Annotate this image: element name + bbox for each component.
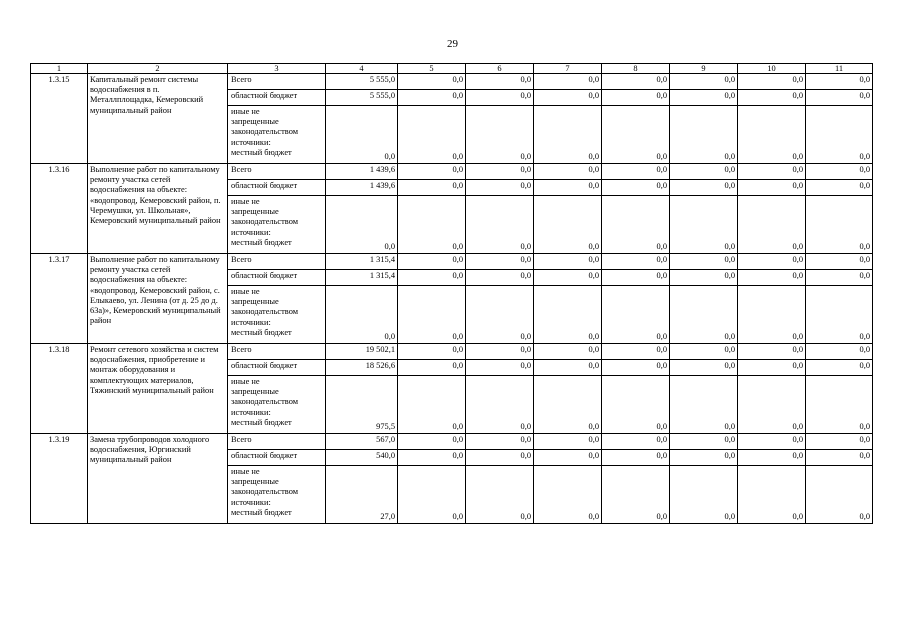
amount-cell: 0,0: [670, 164, 738, 180]
funding-source-label: [228, 466, 326, 524]
amount-cell: 0,0: [806, 106, 873, 164]
amount-cell: 0,0: [738, 180, 806, 196]
amount-cell: 0,0: [466, 164, 534, 180]
amount-cell: 0,0: [398, 376, 466, 434]
amount-cell: 0,0: [602, 344, 670, 360]
funding-source-line: местный бюджет: [231, 237, 292, 247]
funding-source-line: запрещенные: [231, 477, 279, 487]
funding-source-line: иные не: [231, 287, 260, 296]
table-row: [31, 164, 873, 180]
amount-cell: 0,0: [738, 74, 806, 90]
funding-source-line: запрещенные: [231, 117, 279, 127]
item-code: 1.3.16: [31, 164, 88, 254]
amount-cell: 0,0: [466, 466, 534, 524]
amount-cell: 0,0: [534, 106, 602, 164]
item-code: 1.3.17: [31, 254, 88, 344]
amount-cell: 0,0: [534, 360, 602, 376]
budget-table: [30, 63, 873, 524]
amount-cell: 0,0: [466, 74, 534, 90]
funding-source-label: Всего: [228, 164, 326, 180]
amount-cell: 0,0: [738, 360, 806, 376]
amount-cell: 0,0: [602, 196, 670, 254]
amount-cell: 0,0: [806, 254, 873, 270]
amount-cell: 0,0: [398, 90, 466, 106]
column-number-row: [31, 64, 873, 74]
column-header: 10: [738, 64, 806, 74]
column-header: 1: [31, 64, 88, 74]
amount-cell: 0,0: [738, 286, 806, 344]
funding-source-label: [228, 286, 326, 344]
amount-cell: 0,0: [602, 286, 670, 344]
amount-cell: 0,0: [602, 376, 670, 434]
funding-source-line: запрещенные: [231, 387, 279, 397]
amount-cell: 1 439,6: [326, 164, 398, 180]
amount-cell: 0,0: [466, 196, 534, 254]
amount-cell: 0,0: [806, 286, 873, 344]
funding-source-line: законодательством: [231, 397, 299, 407]
amount-cell: 0,0: [670, 74, 738, 90]
amount-cell: 0,0: [738, 254, 806, 270]
funding-source-label: Всего: [228, 254, 326, 270]
funding-source-line: запрещенные: [231, 297, 279, 307]
item-name: Ремонт сетевого хозяйства и систем водоснабжения, приобретение и монтаж оборудования и комплектующих материалов, Тяжинский муниципальный район: [88, 344, 228, 434]
column-header: 4: [326, 64, 398, 74]
amount-cell: 0,0: [398, 270, 466, 286]
funding-source-line: местный бюджет: [231, 147, 292, 157]
amount-cell: 0,0: [670, 106, 738, 164]
amount-cell: 0,0: [602, 450, 670, 466]
funding-source-label: областной бюджет: [228, 450, 326, 466]
item-name: Капитальный ремонт системы водоснабжения в п. Металлплощадка, Кемеровский муниципальный район: [88, 74, 228, 164]
item-name: Выполнение работ по капитальному ремонту участка сетей водоснабжения на объекте: «водопровод, Кемеровский район, с. Елыкаево, ул. Ленина (от д. 25 до д. 63а)», Кемеровский муниципальный район: [88, 254, 228, 344]
funding-source-line: иные не: [231, 107, 260, 116]
amount-cell: 0,0: [398, 466, 466, 524]
table-row: [31, 344, 873, 360]
amount-cell: 0,0: [738, 270, 806, 286]
amount-cell: 0,0: [534, 434, 602, 450]
amount-cell: 0,0: [602, 180, 670, 196]
amount-cell: 0,0: [738, 90, 806, 106]
amount-cell: 0,0: [326, 286, 398, 344]
amount-cell: 0,0: [670, 376, 738, 434]
funding-source-label: областной бюджет: [228, 270, 326, 286]
amount-cell: 1 315,4: [326, 270, 398, 286]
amount-cell: 0,0: [534, 270, 602, 286]
amount-cell: 0,0: [670, 450, 738, 466]
amount-cell: 1 315,4: [326, 254, 398, 270]
funding-source-line: иные не: [231, 467, 260, 476]
amount-cell: 0,0: [806, 376, 873, 434]
amount-cell: 0,0: [602, 270, 670, 286]
amount-cell: 0,0: [398, 434, 466, 450]
table-row: [31, 74, 873, 90]
column-header: 8: [602, 64, 670, 74]
amount-cell: 0,0: [398, 74, 466, 90]
funding-source-label: Всего: [228, 344, 326, 360]
amount-cell: 0,0: [398, 360, 466, 376]
funding-source-line: местный бюджет: [231, 327, 292, 337]
amount-cell: 0,0: [398, 106, 466, 164]
amount-cell: 0,0: [466, 450, 534, 466]
amount-cell: 0,0: [806, 164, 873, 180]
column-header: 3: [228, 64, 326, 74]
amount-cell: 0,0: [398, 450, 466, 466]
amount-cell: 0,0: [738, 164, 806, 180]
amount-cell: 0,0: [670, 466, 738, 524]
amount-cell: 0,0: [806, 180, 873, 196]
table-row: [31, 254, 873, 270]
amount-cell: 0,0: [602, 466, 670, 524]
amount-cell: 0,0: [534, 254, 602, 270]
amount-cell: 0,0: [466, 376, 534, 434]
amount-cell: 0,0: [466, 106, 534, 164]
funding-source-label: областной бюджет: [228, 180, 326, 196]
amount-cell: 0,0: [806, 196, 873, 254]
table-row: [31, 434, 873, 450]
amount-cell: 5 555,0: [326, 90, 398, 106]
amount-cell: 0,0: [738, 466, 806, 524]
funding-source-line: законодательством: [231, 487, 299, 497]
amount-cell: 0,0: [534, 450, 602, 466]
amount-cell: 0,0: [398, 344, 466, 360]
amount-cell: 0,0: [398, 286, 466, 344]
amount-cell: 0,0: [602, 254, 670, 270]
amount-cell: 0,0: [398, 254, 466, 270]
amount-cell: 0,0: [602, 360, 670, 376]
amount-cell: 0,0: [534, 74, 602, 90]
amount-cell: 27,0: [326, 466, 398, 524]
amount-cell: 0,0: [326, 106, 398, 164]
amount-cell: 0,0: [670, 360, 738, 376]
amount-cell: 0,0: [466, 434, 534, 450]
amount-cell: 0,0: [534, 196, 602, 254]
amount-cell: 0,0: [398, 164, 466, 180]
amount-cell: 0,0: [670, 434, 738, 450]
funding-source-label: [228, 376, 326, 434]
item-code: 1.3.15: [31, 74, 88, 164]
amount-cell: 0,0: [670, 344, 738, 360]
amount-cell: 0,0: [602, 164, 670, 180]
funding-source-line: источники:: [231, 497, 271, 507]
amount-cell: 0,0: [670, 196, 738, 254]
column-header: 2: [88, 64, 228, 74]
amount-cell: 0,0: [398, 180, 466, 196]
amount-cell: 0,0: [534, 466, 602, 524]
amount-cell: 0,0: [806, 434, 873, 450]
amount-cell: 0,0: [534, 344, 602, 360]
funding-source-label: областной бюджет: [228, 360, 326, 376]
amount-cell: 0,0: [738, 344, 806, 360]
funding-source-line: законодательством: [231, 127, 299, 137]
item-code: 1.3.19: [31, 434, 88, 524]
funding-source-label: [228, 106, 326, 164]
amount-cell: 0,0: [670, 90, 738, 106]
amount-cell: 0,0: [806, 270, 873, 286]
amount-cell: 0,0: [466, 286, 534, 344]
funding-source-label: [228, 196, 326, 254]
amount-cell: 567,0: [326, 434, 398, 450]
amount-cell: 0,0: [466, 344, 534, 360]
funding-source-line: источники:: [231, 317, 271, 327]
funding-source-label: областной бюджет: [228, 90, 326, 106]
amount-cell: 0,0: [806, 90, 873, 106]
amount-cell: 0,0: [602, 90, 670, 106]
amount-cell: 0,0: [534, 376, 602, 434]
amount-cell: 18 526,6: [326, 360, 398, 376]
amount-cell: 975,5: [326, 376, 398, 434]
amount-cell: 0,0: [738, 434, 806, 450]
funding-source-label: Всего: [228, 434, 326, 450]
amount-cell: 0,0: [534, 286, 602, 344]
amount-cell: 0,0: [670, 254, 738, 270]
amount-cell: 0,0: [806, 360, 873, 376]
amount-cell: 0,0: [738, 106, 806, 164]
amount-cell: 0,0: [602, 434, 670, 450]
column-header: 11: [806, 64, 873, 74]
funding-source-line: источники:: [231, 137, 271, 147]
amount-cell: 1 439,6: [326, 180, 398, 196]
amount-cell: 0,0: [602, 74, 670, 90]
amount-cell: 5 555,0: [326, 74, 398, 90]
funding-source-label: Всего: [228, 74, 326, 90]
amount-cell: 0,0: [806, 74, 873, 90]
funding-source-line: иные не: [231, 197, 260, 206]
amount-cell: 0,0: [738, 196, 806, 254]
funding-source-line: источники:: [231, 227, 271, 237]
column-header: 7: [534, 64, 602, 74]
amount-cell: 0,0: [738, 376, 806, 434]
amount-cell: 19 502,1: [326, 344, 398, 360]
amount-cell: 0,0: [398, 196, 466, 254]
page-number: 29: [447, 38, 458, 50]
amount-cell: 0,0: [534, 180, 602, 196]
item-name: Замена трубопроводов холодного водоснабжения, Юргинский муниципальный район: [88, 434, 228, 524]
amount-cell: 0,0: [806, 344, 873, 360]
funding-source-line: местный бюджет: [231, 417, 292, 427]
amount-cell: 0,0: [326, 196, 398, 254]
funding-source-line: местный бюджет: [231, 507, 292, 517]
funding-source-line: запрещенные: [231, 207, 279, 217]
amount-cell: 0,0: [466, 90, 534, 106]
amount-cell: 0,0: [738, 450, 806, 466]
amount-cell: 0,0: [670, 270, 738, 286]
funding-source-line: законодательством: [231, 217, 299, 227]
column-header: 6: [466, 64, 534, 74]
funding-source-line: иные не: [231, 377, 260, 386]
funding-source-line: источники:: [231, 407, 271, 417]
amount-cell: 0,0: [670, 180, 738, 196]
column-header: 9: [670, 64, 738, 74]
item-code: 1.3.18: [31, 344, 88, 434]
amount-cell: 0,0: [670, 286, 738, 344]
amount-cell: 0,0: [466, 180, 534, 196]
item-name: Выполнение работ по капитальному ремонту участка сетей водоснабжения на объекте: «водопровод, Кемеровский район, п. Черемушки, ул. Школьная», Кемеровский муниципальный район: [88, 164, 228, 254]
amount-cell: 0,0: [534, 164, 602, 180]
amount-cell: 0,0: [806, 466, 873, 524]
amount-cell: 0,0: [466, 360, 534, 376]
funding-source-line: законодательством: [231, 307, 299, 317]
amount-cell: 540,0: [326, 450, 398, 466]
amount-cell: 0,0: [466, 270, 534, 286]
amount-cell: 0,0: [602, 106, 670, 164]
amount-cell: 0,0: [534, 90, 602, 106]
table-body: [31, 64, 873, 524]
column-header: 5: [398, 64, 466, 74]
amount-cell: 0,0: [806, 450, 873, 466]
amount-cell: 0,0: [466, 254, 534, 270]
